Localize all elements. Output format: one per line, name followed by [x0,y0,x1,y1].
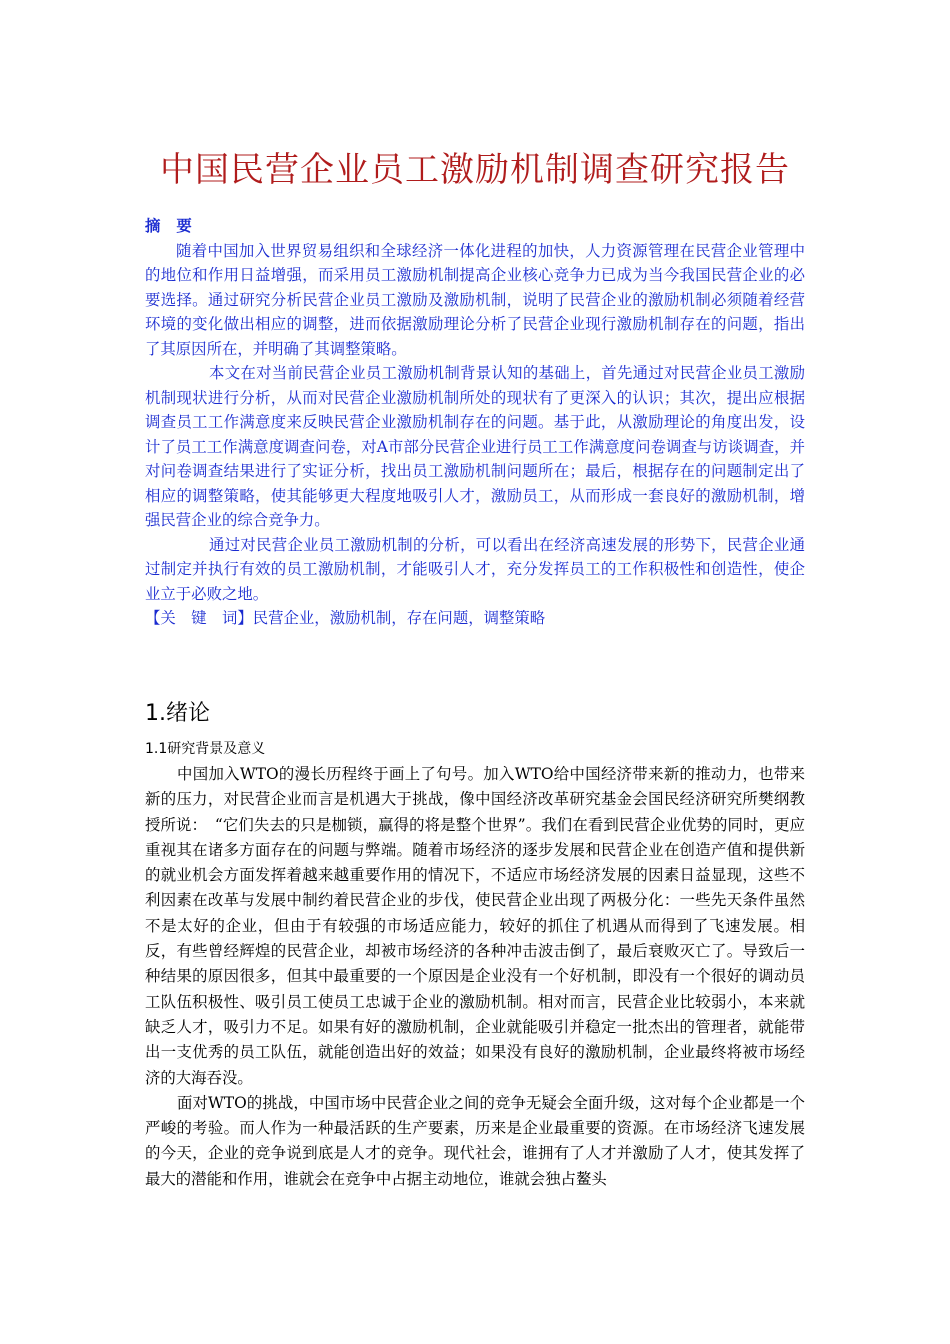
section-heading: 1.绪论 [145,701,210,726]
document-title: 中国民营企业员工激励机制调查研究报告 [160,150,790,190]
keywords-line: 【关 键 词】民营企业，激励机制，存在问题，调整策略 [145,609,546,627]
body-paragraph: 面对WTO的挑战，中国市场中民营企业之间的竞争无疑会全面升级，这对每个企业都是一个严峻的考验。而人作为一种最活跃的生产要素，历来是企业最重要的资源。在市场经济飞速发展的今天，企业的竞争说到底是人才的竞争。现代社会，谁拥有了人才并激励了人才，使其发挥了最大的潜能和作用，谁就会在竞争中占据主动地位，谁就会独占鳌头 [145,1093,805,1188]
abstract-heading: 摘要 [145,217,208,235]
abstract-section [145,214,805,631]
body-paragraph: 中国加入WTO的漫长历程终于画上了句号。加入WTO给中国经济带来新的推动力，也带来新的压力，对民营企业而言是机遇大于挑战，像中国经济改革研究基金会国民经济研究所樊纲教授所说： “它们失去的只是枷锁，赢得的将是整个世界”。我们在看到民营企业优势的同时，更应重视其在诸多方面存在的问题与弊端。随着市场经济的逐步发展和民营企业在创造产值和提供新的就业机会方面发挥着越来越重要作用的情况下，不适应市场经济发展的因素日益显现，这些不利因素在改革与发展中制约着民营企业的步伐，使民营企业出现了两极分化：一些先天条件虽然不是太好的企业，但由于有较强的市场适应能力，较好的抓住了机遇从而得到了飞速发展。相反，有些曾经辉煌的民营企业，却被市场经济的各种冲击波击倒了，最后衰败灭亡了。导致后一种结果的原因很多，但其中最重要的一个原因是企业没有一个好机制，即没有一个很好的调动员工队伍积极性、吸引员工使员工忠诚于企业的激励机制。相对而言，民营企业比较弱小，本来就缺乏人才，吸引力不足。如果有好的激励机制，企业就能吸引并稳定一批杰出的管理者，就能带出一支优秀的员工队伍，就能创造出好的效益；如果没有良好的激励机制，企业最终将被市场经济的大海吞没。 [145,765,805,1087]
abstract-paragraph: 随着中国加入世界贸易组织和全球经济一体化进程的加快，人力资源管理在民营企业管理中的地位和作用日益增强，而采用员工激励机制提高企业核心竞争力已成为当今我国民营企业的必要选择。通过研究分析民营企业员工激励及激励机制，说明了民营企业的激励机制必须随着经营环境的变化做出相应的调整，进而依据激励理论分析了民营企业现行激励机制存在的问题，指出了其原因所在，并明确了其调整策略。 [145,241,805,358]
abstract-paragraph: 本文在对当前民营企业员工激励机制背景认知的基础上，首先通过对民营企业员工激励机制现状进行分析，从而对民营企业激励机制所处的现状有了更深入的认识；其次，提出应根据调查员工工作满意度来反映民营企业激励机制存在的问题。基于此，从激励理论的角度出发，设计了员工工作满意度调查问卷，对A市部分民营企业进行员工工作满意度问卷调查与访谈调查，并对问卷调查结果进行了实证分析，找出员工激励机制问题所在；最后，根据存在的问题制定出了相应的调整策略，使其能够更大程度地吸引人才，激励员工，从而形成一套良好的激励机制，增强民营企业的综合竞争力。 [145,364,805,529]
section-body [145,762,805,1192]
abstract-paragraph: 通过对民营企业员工激励机制的分析，可以看出在经济高速发展的形势下，民营企业通过制定并执行有效的员工激励机制，才能吸引人才，充分发挥员工的工作积极性和创造性，使企业立于必败之地。 [145,535,805,603]
subsection-heading: 1.1研究背景及意义 [145,741,266,757]
